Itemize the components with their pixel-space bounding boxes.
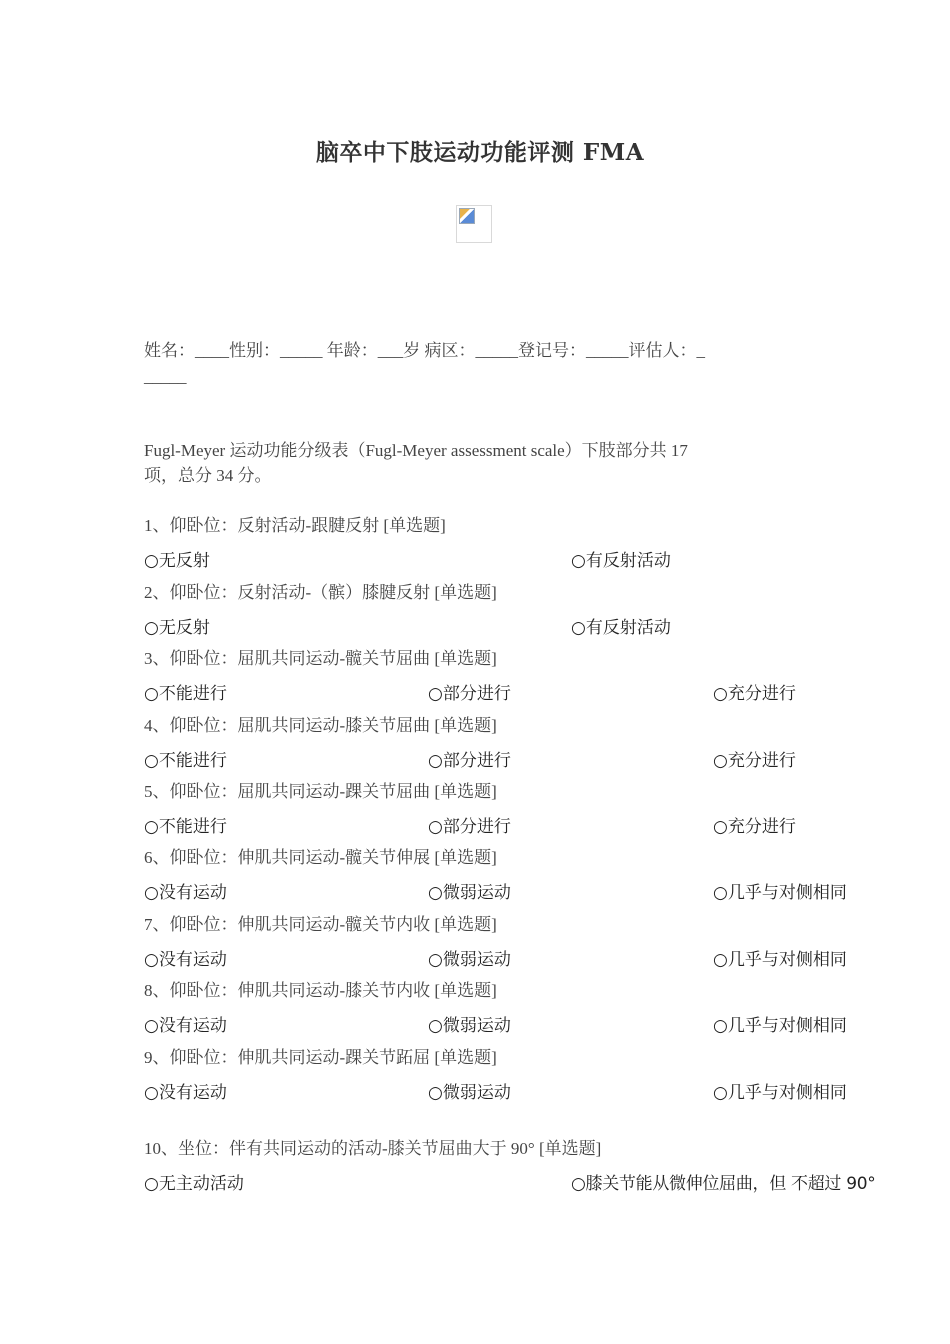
option-radio[interactable]: ○微弱运动 bbox=[428, 950, 511, 970]
option-radio[interactable]: ○有反射活动 bbox=[571, 551, 671, 571]
image-placeholder bbox=[456, 205, 492, 243]
option-radio[interactable]: ○几乎与对侧相同 bbox=[713, 1083, 847, 1103]
option-radio[interactable]: ○充分进行 bbox=[713, 751, 796, 771]
option-radio[interactable]: ○几乎与对侧相同 bbox=[713, 883, 847, 903]
option-radio[interactable]: ○微弱运动 bbox=[428, 1083, 511, 1103]
question-2: 2、仰卧位：反射活动-（髌）膝腱反射 [单选题] bbox=[144, 583, 497, 602]
option-radio[interactable]: ○几乎与对侧相同 bbox=[713, 950, 847, 970]
option-radio[interactable]: ○几乎与对侧相同 bbox=[713, 1016, 847, 1036]
option-radio[interactable]: ○充分进行 bbox=[713, 684, 796, 704]
option-radio[interactable]: ○无反射 bbox=[144, 618, 210, 638]
question-9: 9、仰卧位：伸肌共同运动-踝关节跖屈 [单选题] bbox=[144, 1048, 497, 1067]
option-radio[interactable]: ○没有运动 bbox=[144, 883, 227, 903]
question-1: 1、仰卧位：反射活动-跟腱反射 [单选题] bbox=[144, 516, 446, 535]
question-4: 4、仰卧位：屈肌共同运动-膝关节屈曲 [单选题] bbox=[144, 716, 497, 735]
option-radio[interactable]: ○微弱运动 bbox=[428, 1016, 511, 1036]
option-radio[interactable]: ○无主动活动 bbox=[144, 1174, 244, 1194]
option-radio[interactable]: ○不能进行 bbox=[144, 817, 227, 837]
option-radio[interactable]: ○没有运动 bbox=[144, 950, 227, 970]
option-radio[interactable]: ○部分进行 bbox=[428, 751, 511, 771]
option-radio[interactable]: ○部分进行 bbox=[428, 684, 511, 704]
question-10: 10、坐位：伴有共同运动的活动-膝关节屈曲大于 90° [单选题] bbox=[144, 1139, 602, 1158]
option-radio[interactable]: ○有反射活动 bbox=[571, 618, 671, 638]
option-radio[interactable]: ○充分进行 bbox=[713, 817, 796, 837]
question-6: 6、仰卧位：伸肌共同运动-髋关节伸展 [单选题] bbox=[144, 848, 497, 867]
option-radio[interactable]: ○没有运动 bbox=[144, 1083, 227, 1103]
option-radio[interactable]: ○无反射 bbox=[144, 551, 210, 571]
patient-info-line-continued: _____ bbox=[144, 367, 187, 386]
option-radio[interactable]: ○不能进行 bbox=[144, 684, 227, 704]
option-radio[interactable]: ○不能进行 bbox=[144, 751, 227, 771]
patient-info-line: 姓名：____性别：_____ 年龄：___岁 病区：_____登记号：_____评估人：_ bbox=[144, 341, 705, 360]
question-8: 8、仰卧位：伸肌共同运动-膝关节内收 [单选题] bbox=[144, 981, 497, 1000]
option-radio[interactable]: ○微弱运动 bbox=[428, 883, 511, 903]
question-3: 3、仰卧位：屈肌共同运动-髋关节屈曲 [单选题] bbox=[144, 649, 497, 668]
option-radio[interactable]: ○没有运动 bbox=[144, 1016, 227, 1036]
question-7: 7、仰卧位：伸肌共同运动-髋关节内收 [单选题] bbox=[144, 915, 497, 934]
intro-text-continued: 项，总分 34 分。 bbox=[144, 466, 272, 485]
intro-text: Fugl-Meyer 运动功能分级表（Fugl-Meyer assessment scale）下肢部分共 17 bbox=[144, 441, 688, 460]
document-title: 脑卒中下肢运动功能评测 FMA bbox=[315, 139, 645, 166]
question-5: 5、仰卧位：屈肌共同运动-踝关节屈曲 [单选题] bbox=[144, 782, 497, 801]
option-radio[interactable]: ○部分进行 bbox=[428, 817, 511, 837]
option-radio[interactable]: ○膝关节能从微伸位屈曲，但 不超过 90° bbox=[571, 1174, 876, 1194]
broken-image-icon bbox=[459, 208, 475, 224]
